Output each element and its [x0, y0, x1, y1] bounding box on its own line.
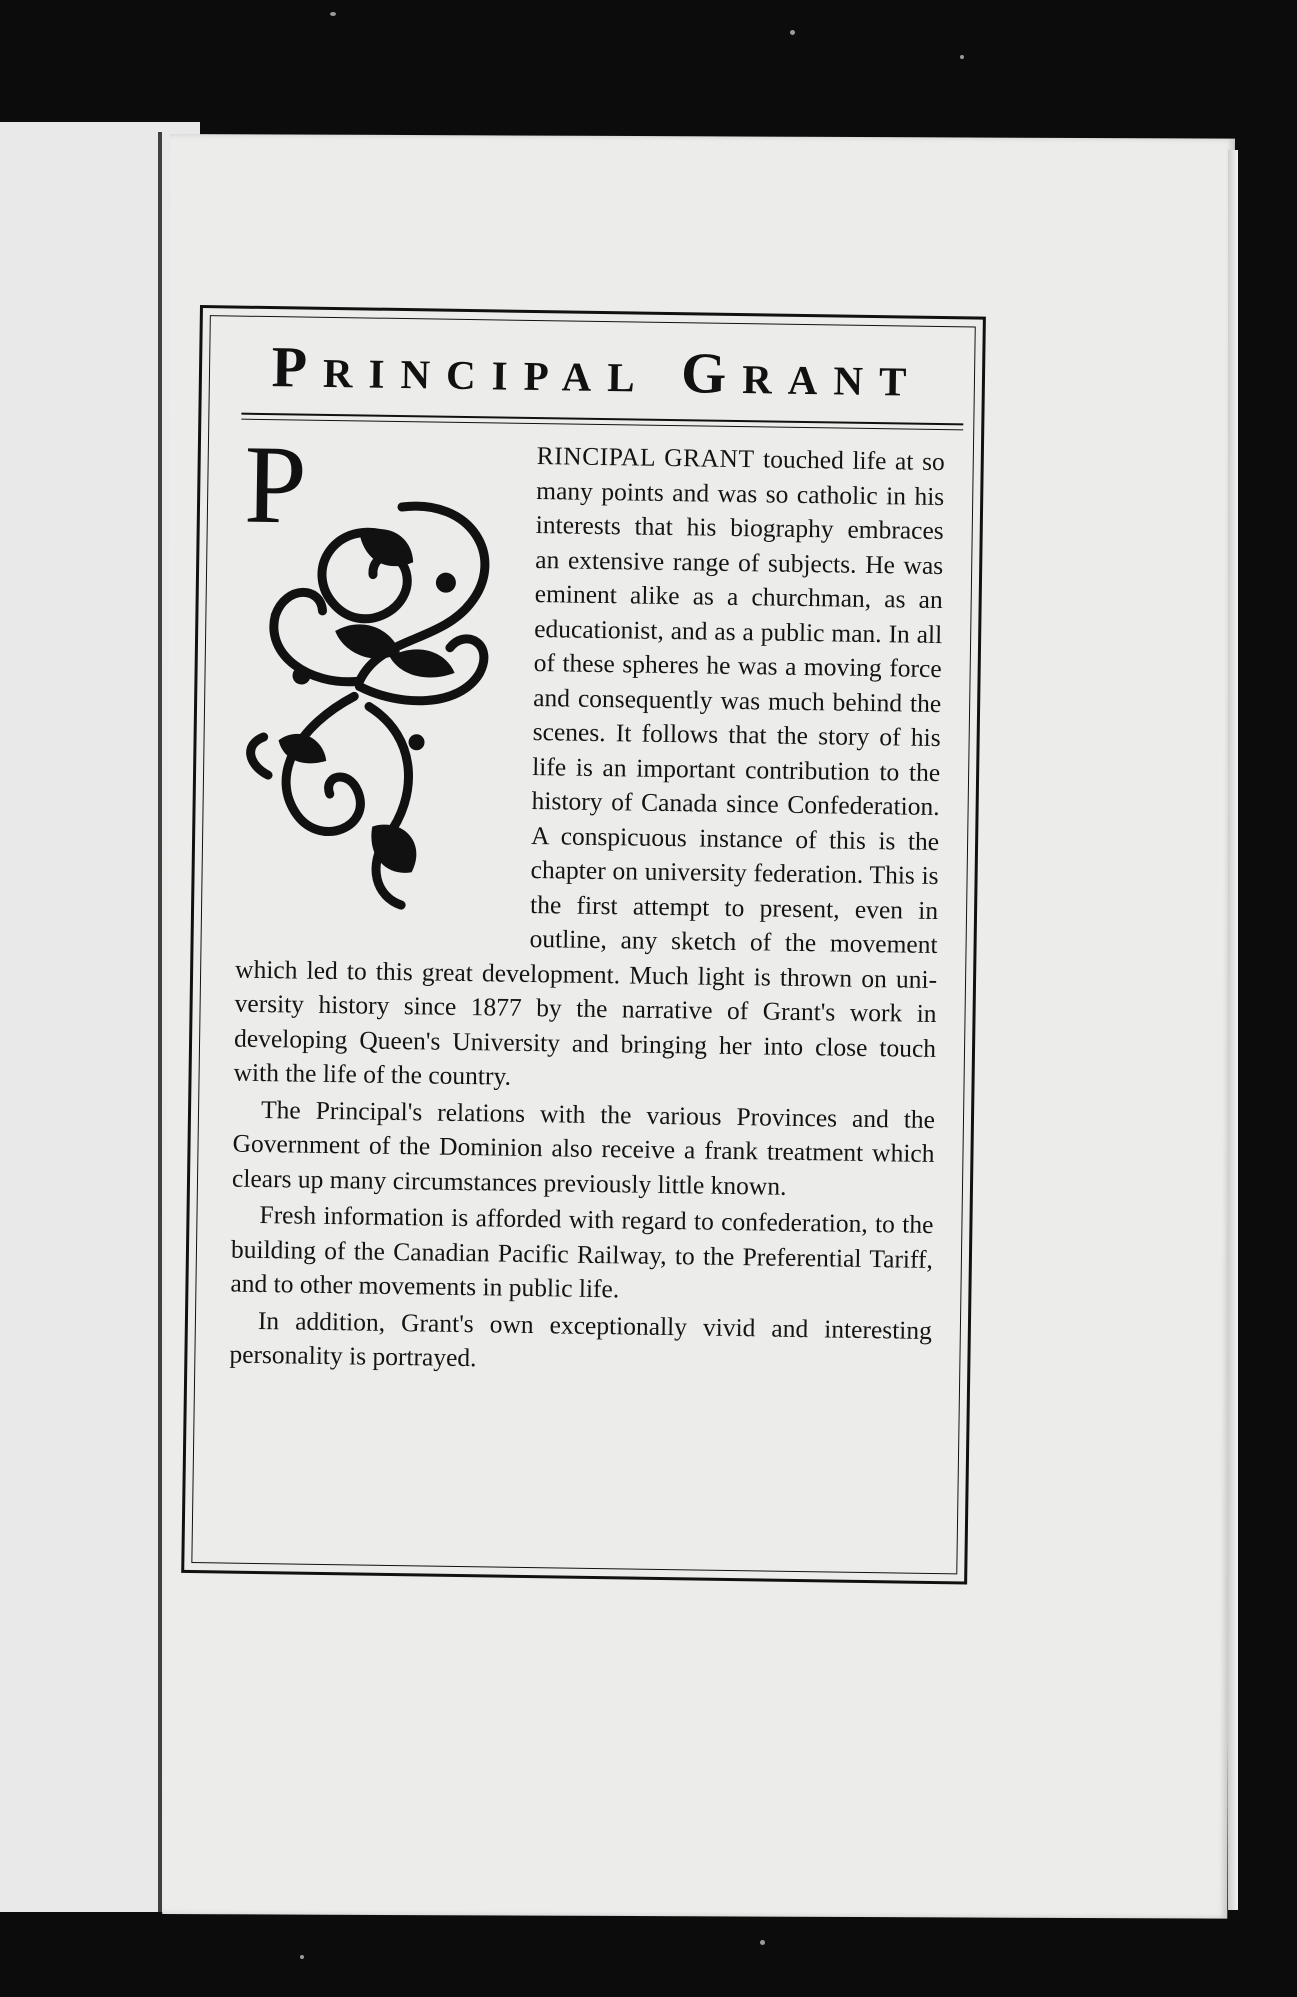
paragraph-2: The Principal's relations with the various Provinces and the Government of the Dominion also receive a frank treatment which clears up many circumstances previously little known.	[231, 1094, 936, 1201]
dropcap-letter: P	[243, 422, 308, 548]
paragraph-4: In addition, Grant's own exceptionally vivid and interesting personality is portrayed.	[229, 1305, 933, 1373]
article-body	[229, 422, 945, 1383]
spine-line	[158, 132, 162, 1912]
dropcap-block	[236, 422, 525, 939]
page-right-edge	[1228, 150, 1238, 1910]
scan-speck	[760, 1940, 765, 1945]
bordered-panel	[181, 305, 986, 1585]
scan-speck	[300, 1955, 304, 1959]
paragraph-3: Fresh information is afforded with regard to confederation, to the building of the Canadian Pacific Railway, to the Preferential Tariff, and to other movements in public life.	[230, 1199, 934, 1304]
page-title: Principal Grant	[271, 334, 923, 409]
paragraph-text: touched life at so many points and was so catholic in his interests that his biography embraces an extensive range of subjects. He was eminent alike as a churchman, as an educationist, and as a public man. In all of these spheres he was a moving force and consequently was much behind the scenes. It follows that the story of his life is an important contribution to the history of Canada since Confederation. A conspicuous instance of this is the chapter on university federation. This is the first attempt to present, even in outline, any sketch of the movement which led to this great development. Much light is thrown on university history since 1877 by the narrative of Grant's work in developing Queen's University and bringing her into close touch with the life of the country.	[233, 444, 945, 1091]
scan-speck	[330, 12, 336, 16]
floral-scroll-ornament-icon	[236, 475, 512, 919]
lead-words: RINCIPAL GRANT	[536, 441, 755, 474]
scan-speck	[790, 30, 795, 35]
scan-speck	[960, 55, 964, 59]
